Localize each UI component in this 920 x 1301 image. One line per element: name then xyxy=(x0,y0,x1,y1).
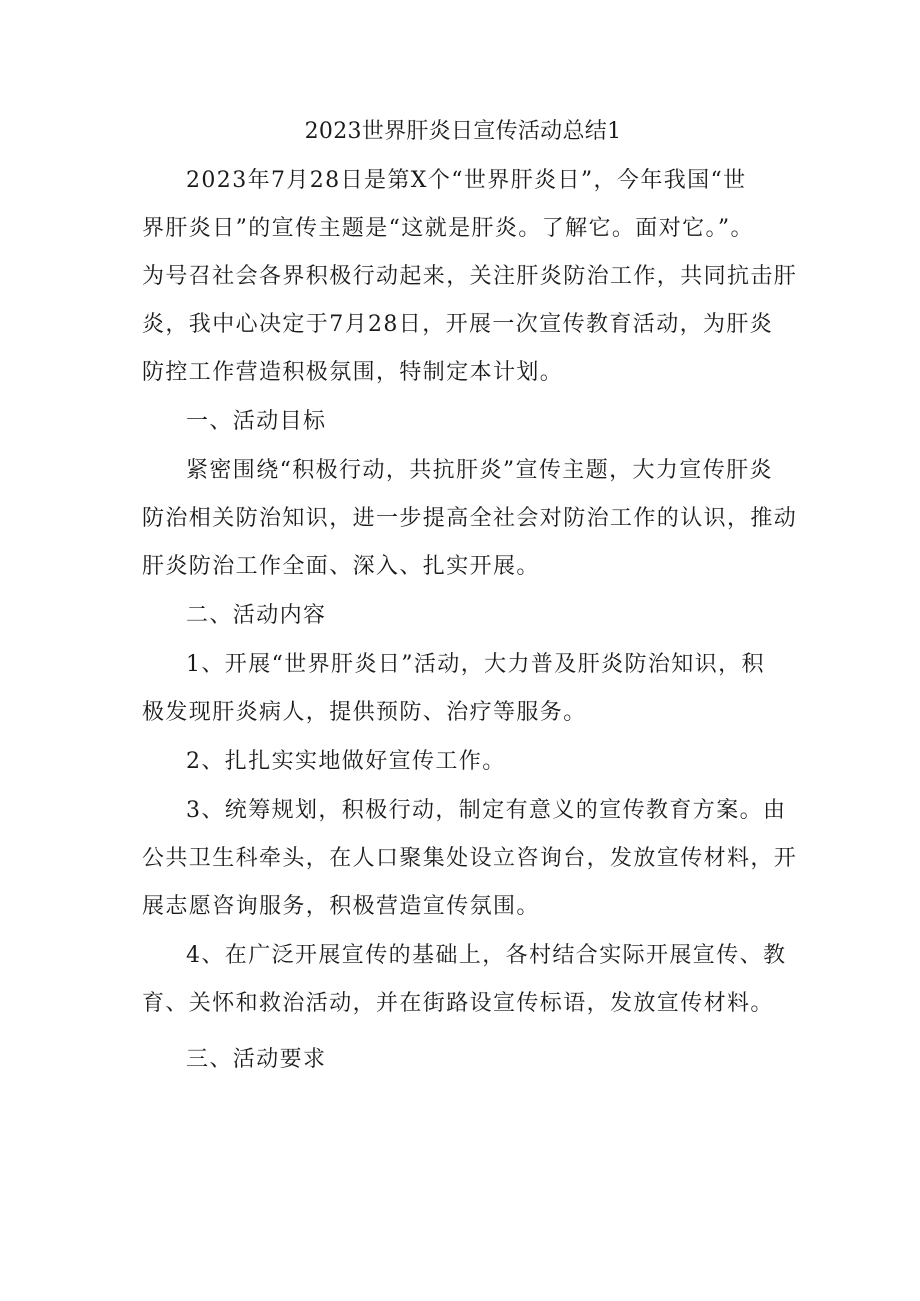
item-4-line-2: 育、关怀和救治活动，并在街路设宣传标语，发放宣传材料。 xyxy=(142,991,774,1016)
item-3-line-1: 3、统筹规划，积极行动，制定有意义的宣传教育方案。由 xyxy=(186,798,787,823)
document-title: 2023世界肝炎日宣传活动总结1 xyxy=(304,119,622,144)
intro-line-3: 为号召社会各界积极行动起来，关注肝炎防治工作，共同抗击肝 xyxy=(142,264,798,289)
intro-line-5: 防控工作营造积极氛围，特制定本计划。 xyxy=(142,360,564,385)
section-1-line-3: 肝炎防治工作全面、深入、扎实开展。 xyxy=(142,554,540,579)
item-1-line-1: 1、开展“世界肝炎日”活动，大力普及肝炎防治知识，积 xyxy=(186,652,765,677)
section-2-heading: 二、活动内容 xyxy=(186,603,327,628)
section-3-heading: 三、活动要求 xyxy=(186,1047,327,1072)
intro-line-4: 炎，我中心决定于7月28日，开展一次宣传教育活动，为肝炎 xyxy=(142,312,774,337)
item-3-line-3: 展志愿咨询服务，积极营造宣传氛围。 xyxy=(142,894,540,919)
section-1-heading: 一、活动目标 xyxy=(186,409,327,434)
section-1-line-1: 紧密围绕“积极行动，共抗肝炎”宣传主题，大力宣传肝炎 xyxy=(186,458,773,483)
item-2-line-1: 2、扎扎实实地做好宣传工作。 xyxy=(186,749,506,774)
intro-line-1: 2023年7月28日是第X个“世界肝炎日”，今年我国“世 xyxy=(186,168,747,193)
item-1-line-2: 极发现肝炎病人，提供预防、治疗等服务。 xyxy=(142,700,587,725)
intro-line-2: 界肝炎日”的宣传主题是“这就是肝炎。了解它。面对它。”。 xyxy=(142,216,754,241)
item-4-line-1: 4、在广泛开展宣传的基础上，各村结合实际开展宣传、教 xyxy=(186,943,787,968)
item-3-line-2: 公共卫生科牵头，在人口聚集处设立咨询台，发放宣传材料，开 xyxy=(142,846,798,871)
section-1-line-2: 防治相关防治知识，进一步提高全社会对防治工作的认识，推动 xyxy=(142,506,798,531)
